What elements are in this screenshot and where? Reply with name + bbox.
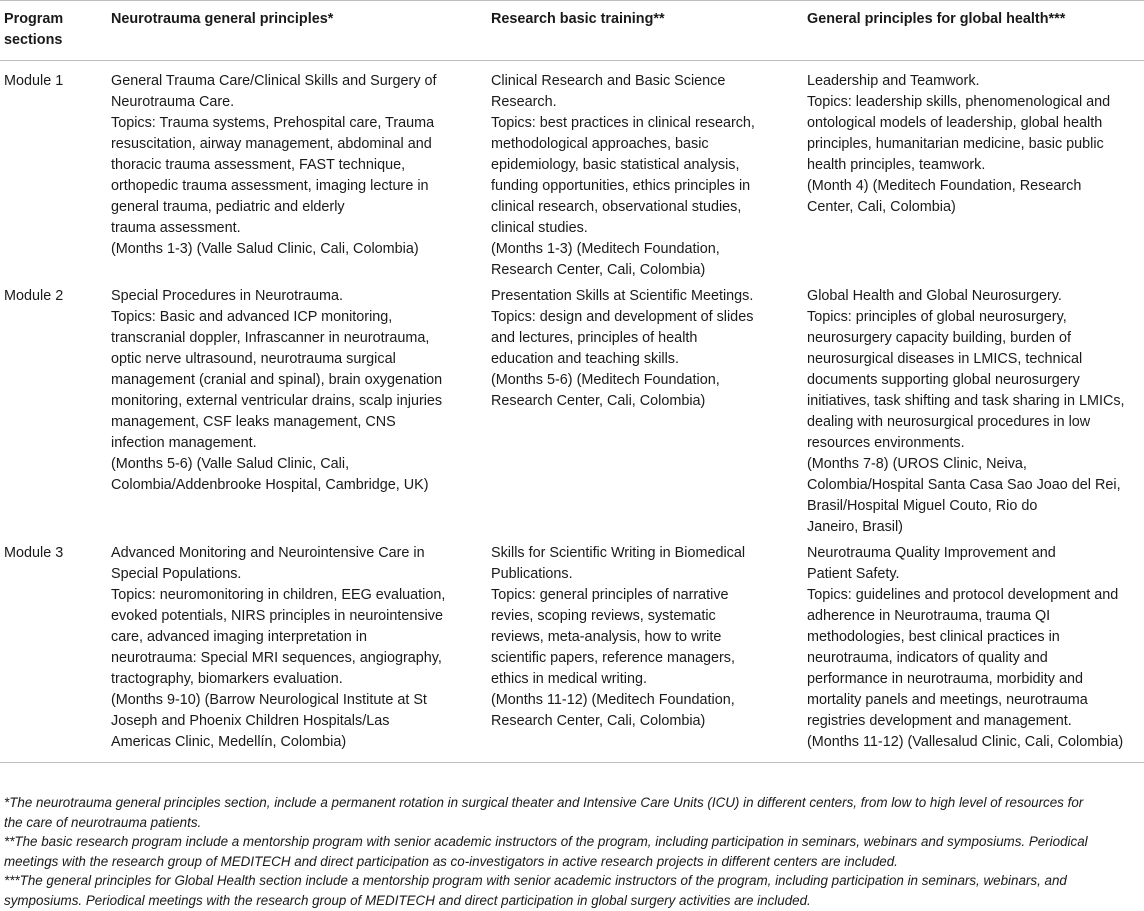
header-line: sections [4,32,63,48]
cell-text-line: (Months 11-12) (Vallesalud Clinic, Cali, Colombia) [807,734,1124,750]
cell-text-line: principles, humanitarian medicine, basic public [807,136,1104,152]
cell-text-line: Topics: design and development of slides [491,309,754,325]
cell-text-line: Research Center, Cali, Colombia) [491,713,706,729]
cell-text-line: Topics: best practices in clinical research, [491,115,755,131]
cell-text-line: neurotrauma, indicators of quality and [807,650,1048,666]
footnote-line: meetings with the research group of MEDITECH and direct participation as co-investigators in active research projects in different centers are included. [4,853,898,869]
cell-text-line: Neurotrauma Care. [111,94,235,110]
header-line: Research basic training** [491,11,665,27]
cell-text-line: epidemiology, basic statistical analysis, [491,157,740,173]
cell-text-line: optic nerve ultrasound, neurotrauma surgical [111,351,396,367]
cell-text-line: Neurotrauma Quality Improvement and [807,545,1056,561]
footnote-line: symposiums. Periodical meetings with the research group of MEDITECH and direct participation in global surgery activities are included. [4,892,811,908]
table-row [0,286,1144,543]
cell-text-line: General Trauma Care/Clinical Skills and Surgery of [111,73,437,89]
footnote-line: *The neurotrauma general principles section, include a permanent rotation in surgical theater and Intensive Care Units (ICU) in different centers, from low to high level of resources for [4,795,1084,810]
cell-text-line: Special Populations. [111,566,242,582]
table-row [0,543,1144,763]
header-neurotrauma-principles [107,1,487,61]
cell-text-line: Americas Clinic, Medellín, Colombia) [111,734,347,750]
cell-text-line: (Months 5-6) (Valle Salud Clinic, Cali, [111,456,350,472]
cell-text-line: dealing with neurosurgical procedures in low [807,414,1091,430]
research-cell [487,61,803,287]
module-label: Module 3 [4,545,64,561]
cell-text-line: Clinical Research and Basic Science [491,73,726,89]
cell-text-line: initiatives, task shifting and task sharing in LMICs, [807,393,1125,409]
research-cell [487,286,803,543]
global-health-cell [803,543,1144,763]
cell-text-line: infection management. [111,435,257,451]
cell-text-line: Special Procedures in Neurotrauma. [111,288,343,304]
cell-text-line: evoked potentials, NIRS principles in neurointensive [111,608,443,624]
cell-text-line: Topics: principles of global neurosurgery, [807,309,1067,325]
cell-text-line: thoracic trauma assessment, FAST technique, [111,157,406,173]
cell-text-line: transcranial doppler, Infrascanner in neurotrauma, [111,330,430,346]
cell-text-line: Brasil/Hospital Miguel Couto, Rio do [807,498,1038,514]
cell-text-line: orthopedic trauma assessment, imaging lecture in [111,178,429,194]
cell-text-line: Colombia/Addenbrooke Hospital, Cambridge, UK) [111,477,429,493]
cell-text-line: registries development and management. [807,713,1072,729]
cell-text-line: methodological approaches, basic [491,136,709,152]
cell-text-line: Janeiro, Brasil) [807,519,903,535]
cell-text-line: Patient Safety. [807,566,900,582]
cell-text-line: Topics: guidelines and protocol development and [807,587,1119,603]
header-line: Program [4,11,64,27]
cell-text-line: care, advanced imaging interpretation in [111,629,367,645]
module-label: Module 1 [4,73,64,89]
cell-text-line: (Months 11-12) (Meditech Foundation, [491,692,735,708]
header-line: Neurotrauma general principles* [111,11,334,27]
neurotrauma-cell [107,286,487,543]
footnote [4,793,1140,832]
header-line: General principles for global health*** [807,11,1066,27]
cell-text-line: and lectures, principles of health [491,330,698,346]
cell-text-line: Colombia/Hospital Santa Casa Sao Joao del Rei, [807,477,1121,493]
cell-text-line: Skills for Scientific Writing in Biomedical [491,545,746,561]
cell-text-line: (Months 1-3) (Meditech Foundation, [491,241,720,257]
cell-text-line: Research Center, Cali, Colombia) [491,262,706,278]
cell-text-line: neurotrauma: Special MRI sequences, angiography, [111,650,442,666]
footnote-line: the care of neurotrauma patients. [4,814,202,830]
footnote [4,832,1140,871]
cell-text-line: health principles, teamwork. [807,157,986,173]
cell-text-line: neurosurgical diseases in LMICS, technical [807,351,1083,367]
header-program-sections [0,1,107,61]
table-footnotes [4,793,1140,911]
cell-text-line: resuscitation, airway management, abdominal and [111,136,432,152]
footnote-line: **The basic research program include a mentorship program with senior academic instructors of the program, including participation in seminars, webinars and symposiums. Periodical [4,834,1088,850]
cell-text-line: management (cranial and spinal), brain oxygenation [111,372,443,388]
cell-text-line: clinical research, observational studies, [491,199,742,215]
cell-text-line: Research. [491,94,557,110]
cell-text-line: documents supporting global neurosurgery [807,372,1080,388]
cell-text-line: neurosurgery capacity building, burden of [807,330,1071,346]
table-header-row [0,1,1144,61]
global-health-cell [803,286,1144,543]
cell-text-line: (Months 5-6) (Meditech Foundation, [491,372,720,388]
cell-text-line: Topics: Basic and advanced ICP monitoring, [111,309,393,325]
cell-text-line: Advanced Monitoring and Neurointensive Care in [111,545,425,561]
cell-text-line: general trauma, pediatric and elderly [111,199,345,215]
cell-text-line: Publications. [491,566,573,582]
cell-text-line: ethics in medical writing. [491,671,647,687]
cell-text-line: ontological models of leadership, global health [807,115,1103,131]
research-cell [487,543,803,763]
cell-text-line: clinical studies. [491,220,588,236]
footnote-line: ***The general principles for Global Health section include a mentorship program with senior academic instructors of the program, including participation in seminars, webinars, and [4,873,1067,889]
cell-text-line: Topics: neuromonitoring in children, EEG evaluation, [111,587,446,603]
neurotrauma-cell [107,543,487,763]
cell-text-line: adherence in Neurotrauma, trauma QI [807,608,1051,624]
cell-text-line: funding opportunities, ethics principles in [491,178,751,194]
cell-text-line: (Months 1-3) (Valle Salud Clinic, Cali, Colombia) [111,241,419,257]
footnote [4,871,1140,910]
cell-text-line: Presentation Skills at Scientific Meetings. [491,288,754,304]
cell-text-line: trauma assessment. [111,220,241,236]
cell-text-line: Leadership and Teamwork. [807,73,980,89]
neurotrauma-cell [107,61,487,287]
header-global-health [803,1,1144,61]
cell-text-line: performance in neurotrauma, morbidity and [807,671,1083,687]
cell-text-line: Topics: Trauma systems, Prehospital care, Trauma [111,115,435,131]
cell-text-line: (Month 4) (Meditech Foundation, Research [807,178,1082,194]
cell-text-line: Global Health and Global Neurosurgery. [807,288,1062,304]
cell-text-line: reviews, meta-analysis, how to write [491,629,722,645]
cell-text-line: resources environments. [807,435,965,451]
cell-text-line: Joseph and Phoenix Children Hospitals/Las [111,713,390,729]
cell-text-line: Topics: general principles of narrative [491,587,729,603]
cell-text-line: Center, Cali, Colombia) [807,199,956,215]
global-health-cell [803,61,1144,287]
cell-text-line: scientific papers, reference managers, [491,650,735,666]
cell-text-line: (Months 9-10) (Barrow Neurological Institute at St [111,692,427,708]
cell-text-line: tractography, biomarkers evaluation. [111,671,343,687]
cell-text-line: revies, scoping reviews, systematic [491,608,716,624]
cell-text-line: mortality panels and meetings, neurotrauma [807,692,1088,708]
header-research-training [487,1,803,61]
table-row [0,61,1144,287]
cell-text-line: education and teaching skills. [491,351,679,367]
cell-text-line: Topics: leadership skills, phenomenological and [807,94,1111,110]
cell-text-line: (Months 7-8) (UROS Clinic, Neiva, [807,456,1027,472]
cell-text-line: management, CSF leaks management, CNS [111,414,396,430]
module-label: Module 2 [4,288,64,304]
cell-text-line: methodologies, best clinical practices in [807,629,1060,645]
cell-text-line: monitoring, external ventricular drains, scalp injuries [111,393,443,409]
cell-text-line: Research Center, Cali, Colombia) [491,393,706,409]
